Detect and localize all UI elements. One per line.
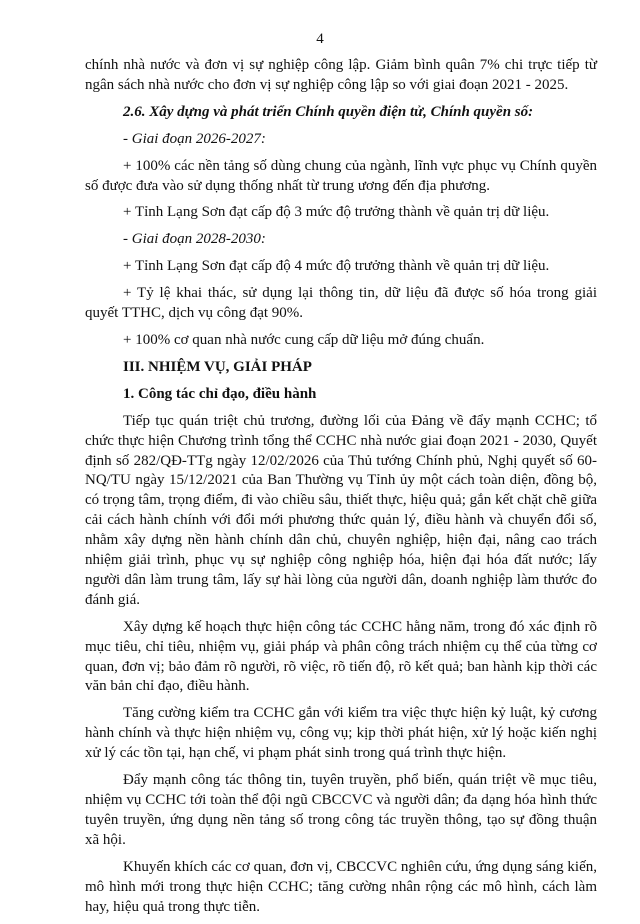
body-paragraph: Tăng cường kiểm tra CCHC gắn với kiểm tra việc thực hiện kỷ luật, kỷ cương hành chính và thực hiện nhiệm vụ, công vụ; kịp thời phát hiện, xử lý hoặc kiến nghị xử lý các tồn tại, hạn chế, vi phạm phát sinh trong quá trình thực hiện. <box>85 705 597 762</box>
body-paragraph: Khuyến khích các cơ quan, đơn vị, CBCCVC nghiên cứu, ứng dụng sáng kiến, mô hình mới trong thực hiện CCHC; tăng cường nhân rộng các mô hình, cách làm hay, hiệu quả trong thực tiễn. <box>85 858 597 915</box>
target-item: + Tỉnh Lạng Sơn đạt cấp độ 3 mức độ trưởng thành về quản trị dữ liệu. <box>123 204 550 221</box>
paragraph-continuation: chính nhà nước và đơn vị sự nghiệp công lập. Giảm bình quân 7% chi trực tiếp từ ngân sách nhà nước cho đơn vị sự nghiệp công lập so với giai đoạn 2021 - 2025. <box>85 57 597 93</box>
period-label-2028-2030: - Giai đoạn 2028-2030: <box>123 231 266 248</box>
page-number: 4 <box>316 31 324 47</box>
target-item: + Tỷ lệ khai thác, sử dụng lại thông tin, dữ liệu đã được số hóa trong giải quyết TTHC, dịch vụ công đạt 90%. <box>85 285 597 322</box>
body-paragraph: Đẩy mạnh công tác thông tin, tuyên truyền, phổ biến, quán triệt về mục tiêu, nhiệm vụ CCHC tới toàn thể đội ngũ CBCCVC và người dân; đa dạng hóa hình thức tuyên truyền, ứng dụng nền tảng số trong công tác truyền thông, tạo sự đồng thuận xã hội. <box>85 772 597 848</box>
section-heading-2-6: 2.6. Xây dựng và phát triển Chính quyền điện tử, Chính quyền số: <box>123 103 534 120</box>
subsection-heading-1: 1. Công tác chỉ đạo, điều hành <box>123 385 317 402</box>
target-item: + 100% cơ quan nhà nước cung cấp dữ liệu mở đúng chuẩn. <box>123 331 485 348</box>
target-item: + 100% các nền tảng số dùng chung của ngành, lĩnh vực phục vụ Chính quyền số được đưa vào sử dụng thống nhất từ trung ương đến địa phương. <box>85 157 597 194</box>
target-item: + Tỉnh Lạng Sơn đạt cấp độ 4 mức độ trưởng thành về quản trị dữ liệu. <box>123 258 550 275</box>
document-body <box>85 56 597 924</box>
body-paragraph: Xây dựng kế hoạch thực hiện công tác CCHC hằng năm, trong đó xác định rõ mục tiêu, chỉ tiêu, nhiệm vụ, giải pháp và phân công trách nhiệm cụ thể của từng cơ quan, đơn vị; bảo đảm rõ người, rõ việc, rõ tiến độ, rõ kết quả; ban hành kịp thời các văn bản chỉ đạo, điều hành. <box>85 618 597 695</box>
period-label-2026-2027: - Giai đoạn 2026-2027: <box>123 130 266 147</box>
body-paragraph: Tiếp tục quán triệt chủ trương, đường lối của Đảng về đẩy mạnh CCHC; tổ chức thực hiện Chương trình tổng thể CCHC nhà nước giai đoạn 2021 - 2030, Quyết định số 282/QĐ-TTg ngày 12/02/2026 của Thủ tướng Chính phủ, Nghị quyết số 60-NQ/TU ngày 15/12/2021 của Ban Thường vụ Tỉnh ủy một cách toàn diện, đồng bộ, có trọng tâm, trọng điểm, đi vào chiều sâu, thiết thực, hiệu quả; gắn kết chặt chẽ giữa cải cách hành chính với đổi mới phương thức quản lý, điều hành và chuyển đổi số, nhằm xây dựng nền hành chính dân chủ, chuyên nghiệp, hiện đại, nâng cao trách nhiệm giải trình, phục vụ sự nghiệp công nghiệp hóa, hiện đại hóa đất nước; lấy người dân làm trung tâm, lấy sự hài lòng của người dân, doanh nghiệp làm thước đo đánh giá. <box>85 412 597 608</box>
section-heading-iii: III. NHIỆM VỤ, GIẢI PHÁP <box>123 358 312 375</box>
